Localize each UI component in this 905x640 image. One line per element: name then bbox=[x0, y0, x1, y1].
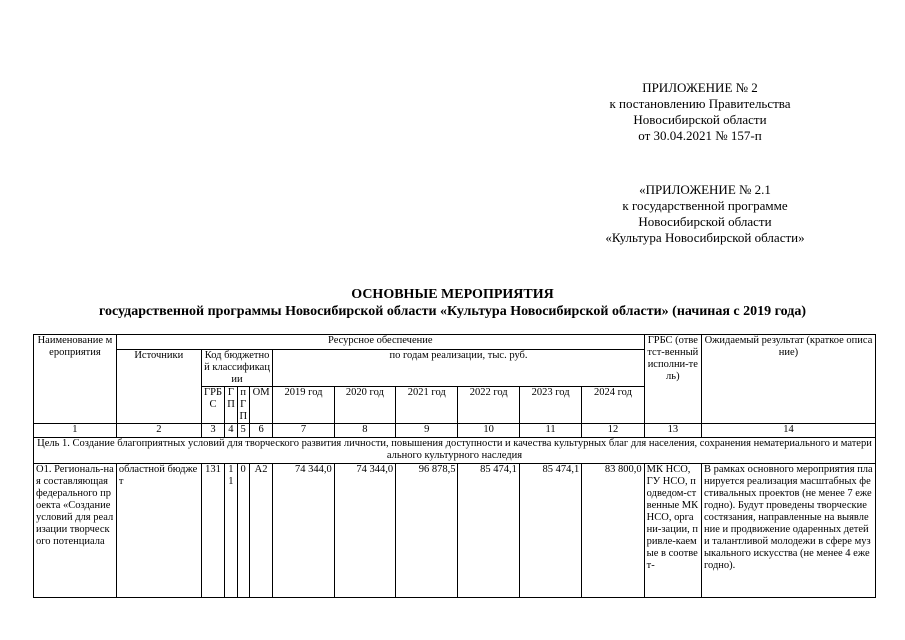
measure-value: 74 344,0 bbox=[334, 464, 395, 598]
measure-value: 85 474,1 bbox=[458, 464, 519, 598]
measure-gp: 11 bbox=[225, 464, 237, 598]
column-number: 3 bbox=[201, 424, 225, 438]
appendix-line: к постановлению Правительства bbox=[609, 96, 791, 111]
document-title bbox=[30, 286, 875, 320]
column-number: 4 bbox=[225, 424, 237, 438]
measure-source: областной бюджет bbox=[116, 464, 201, 598]
column-number: 8 bbox=[334, 424, 395, 438]
measure-executor: МК НСО, ГУ НСО, подведом-ственные МК НСО, органи-зации, привле-каемые в соответ- bbox=[644, 464, 701, 598]
header-sources: Источники bbox=[116, 350, 201, 424]
header-year: 2024 год bbox=[582, 387, 644, 424]
column-number: 11 bbox=[519, 424, 581, 438]
header-result: Ожидаемый результат (краткое описание) bbox=[701, 335, 875, 424]
appendix-header bbox=[580, 80, 820, 144]
appendix-title: ПРИЛОЖЕНИЕ № 2 bbox=[642, 80, 758, 95]
measure-pgp: 0 bbox=[237, 464, 249, 598]
header-resources: Ресурсное обеспечение bbox=[116, 335, 644, 350]
column-number: 9 bbox=[396, 424, 458, 438]
appendix-date: от 30.04.2021 № 157-п bbox=[638, 128, 762, 143]
appendix-line: Новосибирской области bbox=[638, 214, 772, 229]
header-year: 2022 год bbox=[458, 387, 519, 424]
appendix-line: Новосибирской области bbox=[633, 112, 767, 127]
measure-om: А2 bbox=[249, 464, 273, 598]
header-year: 2019 год bbox=[273, 387, 334, 424]
column-number: 7 bbox=[273, 424, 334, 438]
header-by-years: по годам реализации, тыс. руб. bbox=[273, 350, 644, 387]
column-number: 14 bbox=[701, 424, 875, 438]
header-grbs-code: ГРБ С bbox=[201, 387, 225, 424]
header-grbs: ГРБС (ответст-венный исполни-тель) bbox=[644, 335, 701, 424]
measure-value: 96 878,5 bbox=[396, 464, 458, 598]
header-name: Наименование мероприятия bbox=[34, 335, 117, 424]
appendix-program-name: «Культура Новосибирской области» bbox=[605, 230, 805, 245]
header-year: 2023 год bbox=[519, 387, 581, 424]
column-number: 6 bbox=[249, 424, 273, 438]
column-number: 12 bbox=[582, 424, 644, 438]
measure-value: 85 474,1 bbox=[519, 464, 581, 598]
header-year: 2021 год bbox=[396, 387, 458, 424]
measure-grbs-code: 131 bbox=[201, 464, 225, 598]
measure-name: О1. Региональ-ная составляющая федерального проекта «Создание условий для реализации творческого потенциала bbox=[34, 464, 117, 598]
column-number: 2 bbox=[116, 424, 201, 438]
title-main: ОСНОВНЫЕ МЕРОПРИЯТИЯ bbox=[351, 287, 554, 302]
header-year: 2020 год bbox=[334, 387, 395, 424]
column-number: 1 bbox=[34, 424, 117, 438]
measures-table bbox=[33, 334, 876, 598]
appendix-program-header bbox=[570, 182, 840, 246]
appendix-title: «ПРИЛОЖЕНИЕ № 2.1 bbox=[639, 182, 771, 197]
column-number: 13 bbox=[644, 424, 701, 438]
measure-value: 74 344,0 bbox=[273, 464, 334, 598]
appendix-line: к государственной программе bbox=[622, 198, 788, 213]
header-om: ОМ bbox=[249, 387, 273, 424]
header-code: Код бюджетной классификации bbox=[201, 350, 273, 387]
column-number: 5 bbox=[237, 424, 249, 438]
measure-result: В рамках основного мероприятия планируется реализация масштабных фестивальных проектов (не менее 7 ежегодно). Будут проведены творческие состязания, направленные на выявление и продвижение одаренных детей и талантливой молодежи в сфере музыкального искусства (не менее 4 ежегодно). bbox=[701, 464, 875, 598]
column-number: 10 bbox=[458, 424, 519, 438]
header-pgp: пГ П bbox=[237, 387, 249, 424]
goal-row: Цель 1. Создание благоприятных условий для творческого развития личности, повышения доступности и качества культурных благ для населения, сохранения нематериального и материального культурного наследия bbox=[34, 438, 876, 464]
measure-value: 83 800,0 bbox=[582, 464, 644, 598]
title-sub: государственной программы Новосибирской области «Культура Новосибирской области» (начиная с 2019 года) bbox=[98, 304, 806, 319]
header-gp: Г П bbox=[225, 387, 237, 424]
